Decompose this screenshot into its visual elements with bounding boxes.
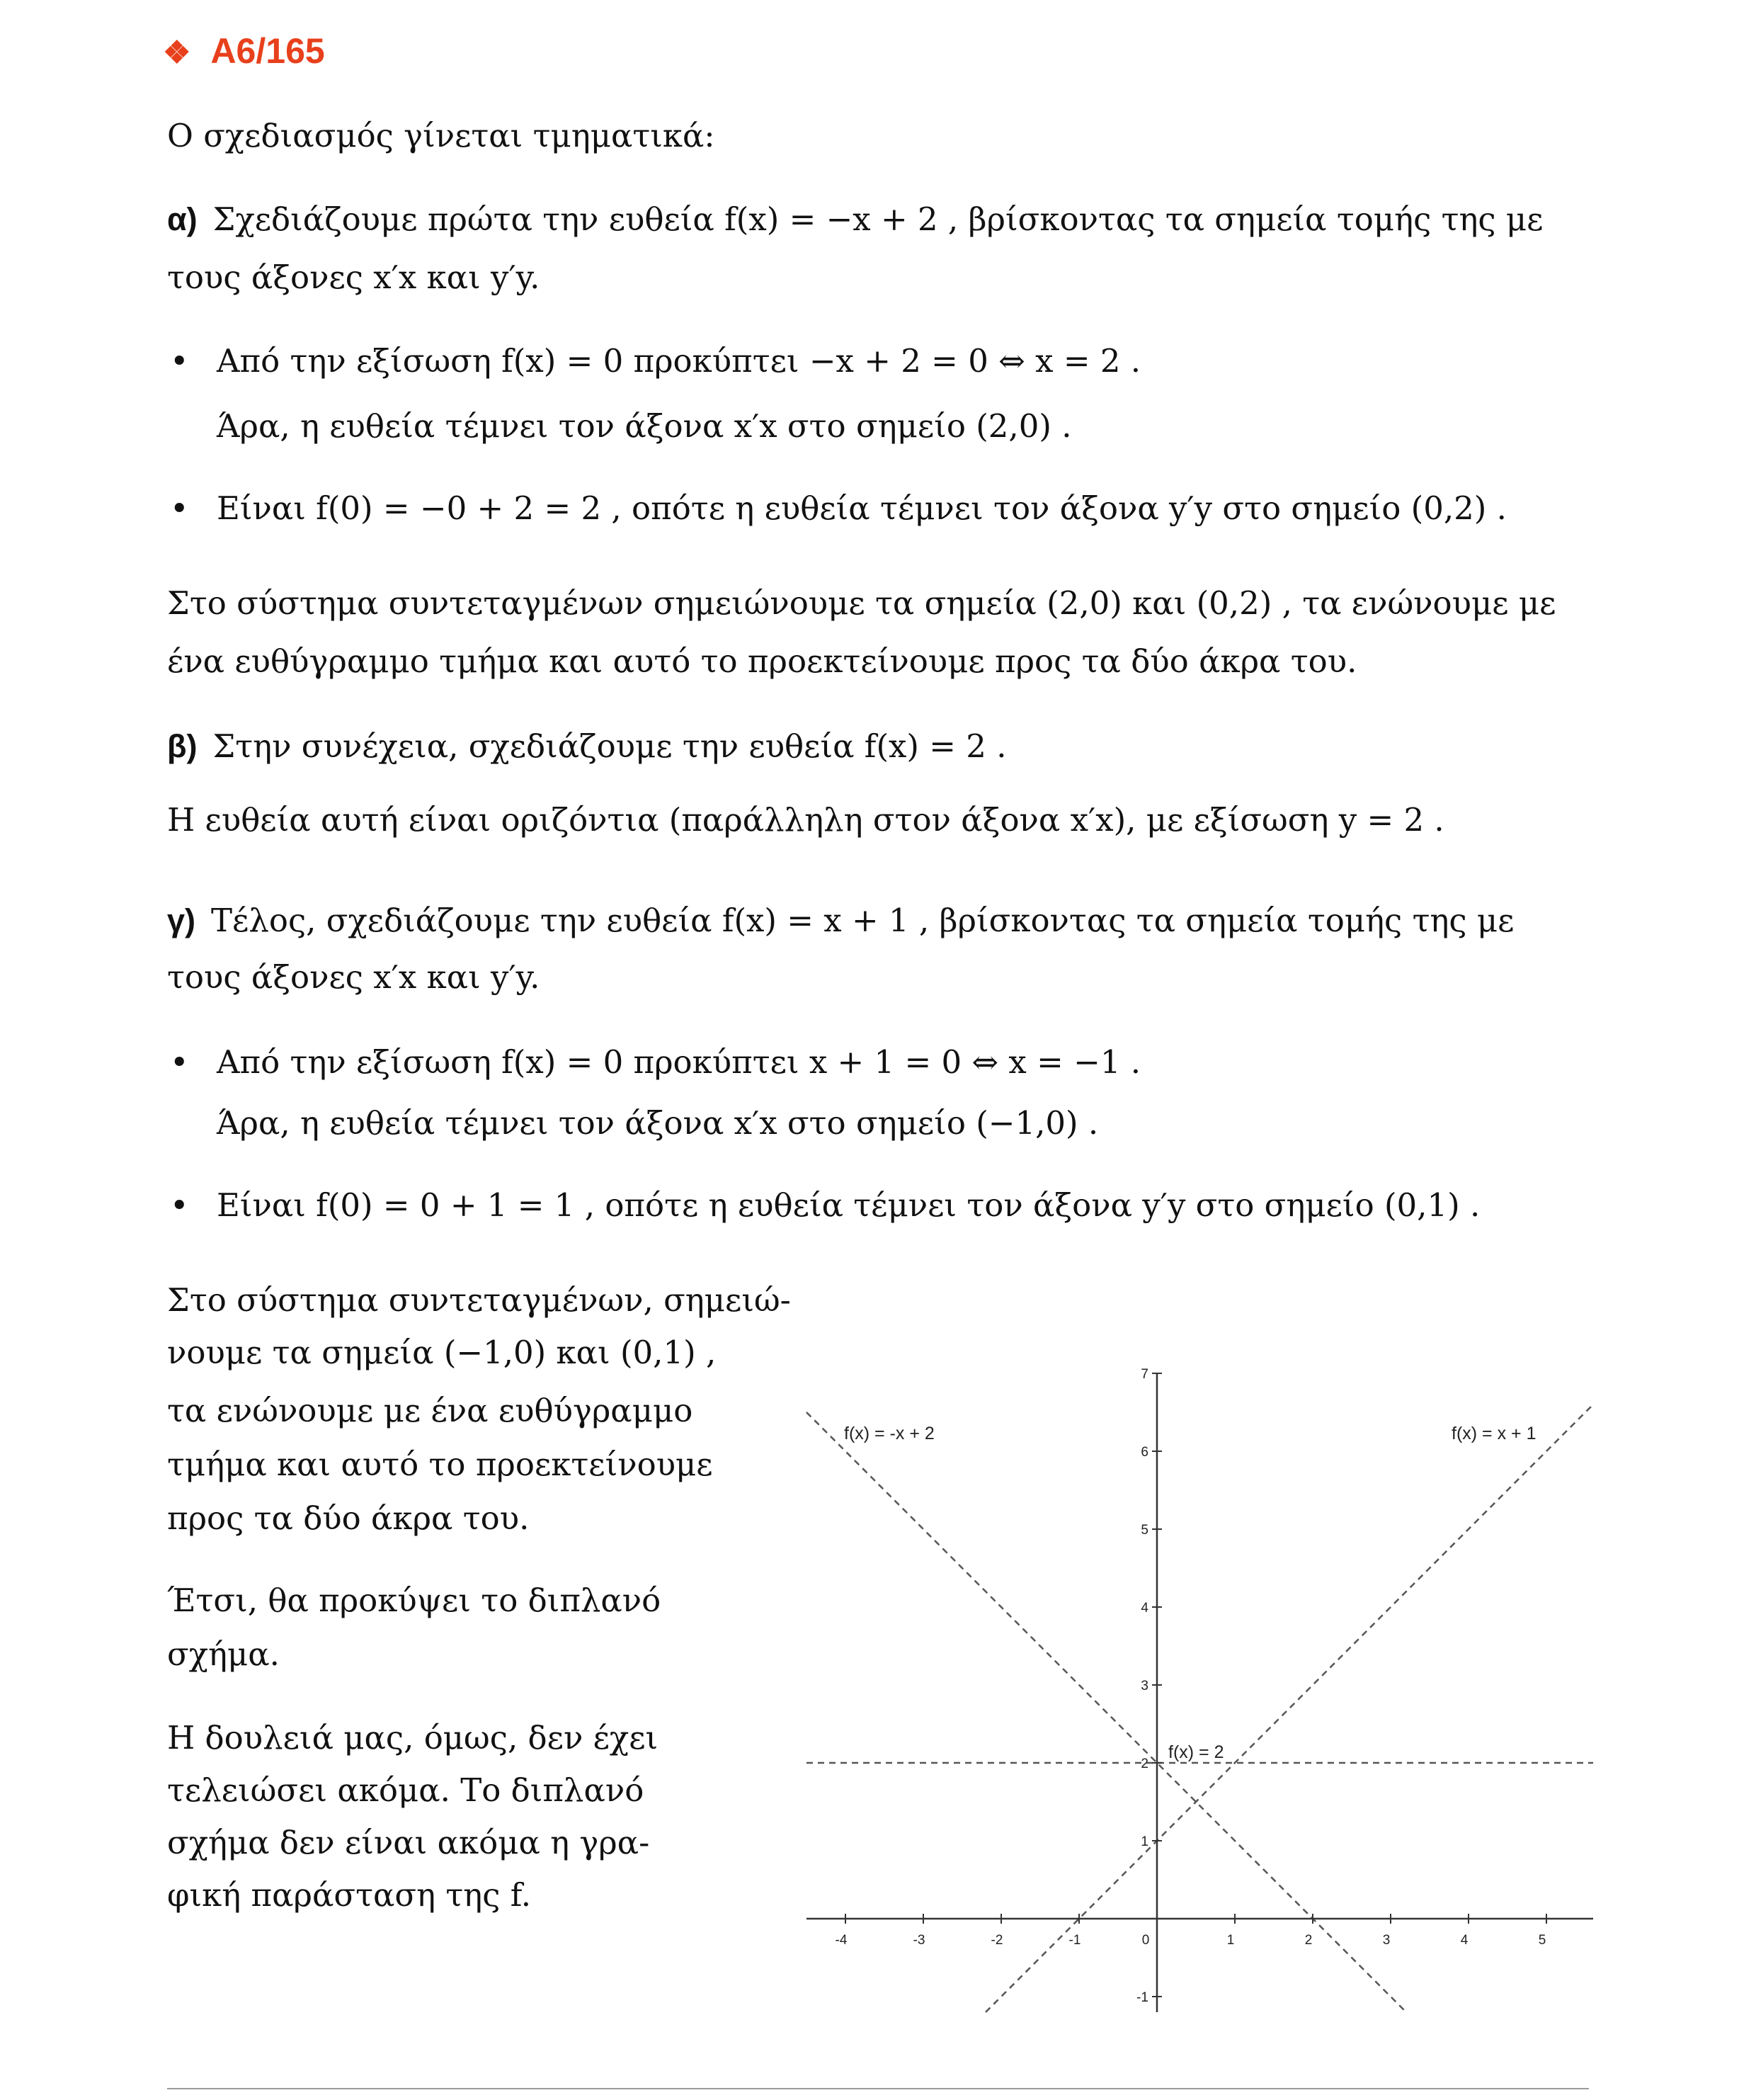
- graph-axes: [806, 1373, 1593, 2012]
- left-p1-line2: νουμε τα σημεία (−1,0) και (0,1) ,: [167, 1334, 717, 1371]
- bullet-icon: •: [170, 1186, 189, 1224]
- part-a-bullet2: Είναι f(0) = −0 + 2 = 2 , οπότε η ευθεία τέμνει τον άξονα y′y στο σημείο (0,2) .: [217, 489, 1507, 527]
- part-b-line1: [167, 725, 1007, 768]
- part-a-line1: [167, 198, 1544, 241]
- x-tick-label: 0: [1141, 1933, 1150, 1948]
- part-a-line1-text: Σχεδιάζουμε πρώτα την ευθεία f(x) = −x + 2 , βρίσκοντας τα σημεία τομής της με: [212, 200, 1544, 238]
- diamond-icon: ❖: [163, 35, 191, 70]
- y-tick-label: 3: [1141, 1679, 1148, 1693]
- part-b-line2: Η ευθεία αυτή είναι οριζόντια (παράλληλη στον άξονα x′x), με εξίσωση y = 2 .: [167, 801, 1444, 839]
- part-a-line2: τους άξονες x′x και y′y.: [167, 259, 540, 296]
- part-b-label: β): [167, 728, 198, 764]
- left-p3-line3: σχήμα δεν είναι ακόμα η γρα-: [167, 1824, 650, 1861]
- left-p1-line4: τμήμα και αυτό το προεκτείνουμε: [167, 1446, 713, 1483]
- y-tick-label: 2: [1141, 1756, 1148, 1771]
- part-a-label: α): [167, 201, 198, 237]
- part-c-line1-text: Τέλος, σχεδιάζουμε την ευθεία f(x) = x + 1 , βρίσκοντας τα σημεία τομής της με: [211, 902, 1515, 939]
- x-tick-label: 4: [1460, 1933, 1469, 1948]
- x-tick-label: -2: [991, 1933, 1003, 1948]
- footer-divider: [167, 2088, 1589, 2089]
- part-a-para-line1: Στο σύστημα συντεταγμένων σημειώνουμε τα σημεία (2,0) και (0,2) , τα ενώνουμε με: [167, 584, 1556, 622]
- left-p1-line1: Στο σύστημα συντεταγμένων, σημειώ-: [167, 1281, 791, 1319]
- series-line: [806, 1412, 1406, 2012]
- series-line: [986, 1404, 1593, 2012]
- intro-text: Ο σχεδιασμός γίνεται τμηματικά:: [167, 117, 715, 154]
- left-p2-line2: σχήμα.: [167, 1635, 280, 1673]
- part-c-bullet1-line1: Από την εξίσωση f(x) = 0 προκύπτει x + 1 = 0 ⇔ x = −1 .: [217, 1043, 1141, 1081]
- part-c-label: γ): [167, 902, 196, 938]
- y-tick-label: 1: [1141, 1834, 1148, 1849]
- series-label: f(x) = 2: [1168, 1742, 1224, 1762]
- graph-series-labels: [844, 1424, 1536, 1762]
- exercise-heading: [163, 28, 325, 76]
- left-p3-line1: Η δουλειά μας, όμως, δεν έχει: [167, 1719, 658, 1756]
- x-tick-label: 3: [1382, 1933, 1391, 1948]
- x-tick-label: -3: [913, 1933, 925, 1948]
- y-tick-label: 4: [1141, 1601, 1148, 1616]
- series-label: f(x) = -x + 2: [844, 1424, 935, 1443]
- bullet-icon: •: [170, 1043, 189, 1081]
- x-tick-label: 1: [1226, 1933, 1235, 1948]
- part-a-para-line2: ένα ευθύγραμμο τμήμα και αυτό το προεκτείνουμε προς τα δύο άκρα του.: [167, 642, 1357, 680]
- left-p3-line2: τελειώσει ακόμα. Το διπλανό: [167, 1771, 644, 1809]
- graph-ticks: [836, 1367, 1546, 2005]
- left-p1-line5: προς τα δύο άκρα του.: [167, 1499, 530, 1537]
- part-c-line2: τους άξονες x′x και y′y.: [167, 958, 540, 996]
- part-a-bullet1-line2: Άρα, η ευθεία τέμνει τον άξονα x′x στο σημείο (2,0) .: [217, 407, 1072, 445]
- part-c-line1: [167, 899, 1515, 942]
- exercise-title: Α6/165: [210, 31, 325, 71]
- bullet-icon: •: [170, 342, 189, 380]
- y-tick-label: 6: [1141, 1445, 1148, 1460]
- graph-lines: [806, 1404, 1593, 2012]
- x-tick-label: -1: [1068, 1933, 1081, 1948]
- x-tick-label: 2: [1304, 1933, 1313, 1948]
- bullet-icon: •: [170, 489, 189, 527]
- series-label: f(x) = x + 1: [1452, 1424, 1536, 1443]
- part-a-bullet1-line1: Από την εξίσωση f(x) = 0 προκύπτει −x + 2 = 0 ⇔ x = 2 .: [217, 342, 1141, 380]
- x-tick-label: -4: [835, 1933, 848, 1948]
- y-tick-label: 7: [1141, 1367, 1148, 1382]
- part-c-bullet1-line2: Άρα, η ευθεία τέμνει τον άξονα x′x στο σημείο (−1,0) .: [217, 1104, 1099, 1142]
- y-tick-label: -1: [1136, 1990, 1148, 2005]
- left-p1-line3: τα ενώνουμε με ένα ευθύγραμμο: [167, 1392, 693, 1429]
- left-p2-line1: Έτσι, θα προκύψει το διπλανό: [167, 1582, 661, 1619]
- left-p3-line4: φική παράσταση της f.: [167, 1876, 532, 1914]
- part-c-bullet2: Είναι f(0) = 0 + 1 = 1 , οπότε η ευθεία τέμνει τον άξονα y′y στο σημείο (0,1) .: [217, 1186, 1481, 1224]
- part-b-line1-text: Στην συνέχεια, σχεδιάζουμε την ευθεία f(x) = 2 .: [212, 727, 1007, 765]
- y-tick-label: 5: [1141, 1523, 1148, 1538]
- function-graph: [800, 1360, 1607, 2026]
- x-tick-label: 5: [1538, 1933, 1546, 1948]
